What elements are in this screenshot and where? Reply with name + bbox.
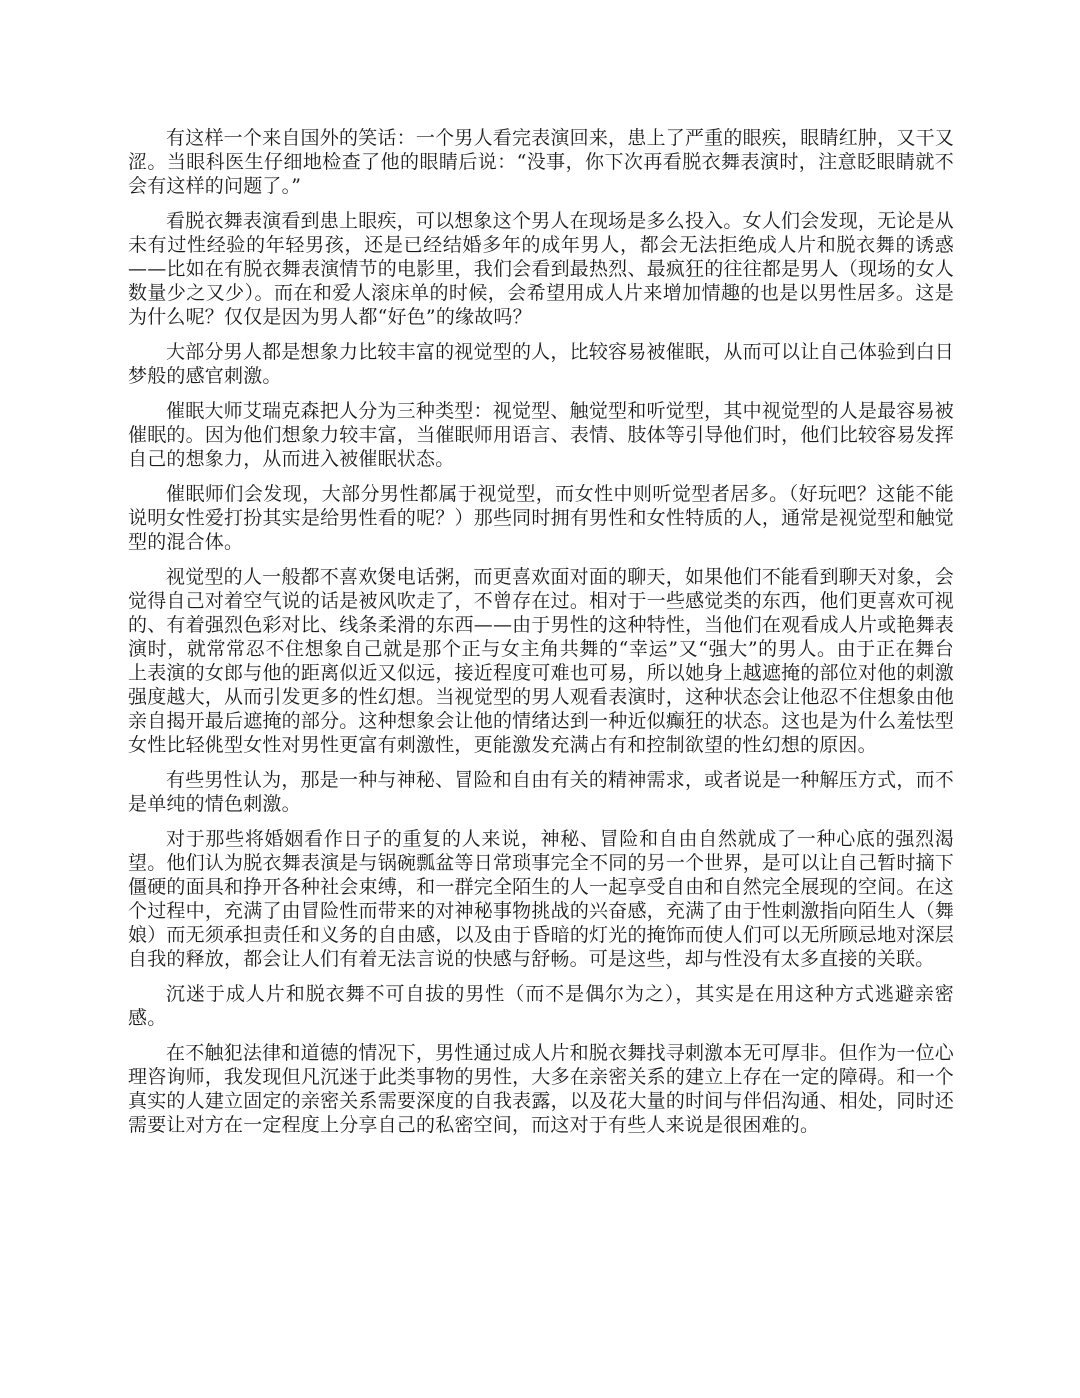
paragraph-7: 有些男性认为，那是一种与神秘、冒险和自由有关的精神需求，或者说是一种解压方式，而不是单纯的情色刺激。	[128, 769, 954, 815]
document-page	[128, 126, 954, 1148]
paragraph-5: 催眠师们会发现，大部分男性都属于视觉型，而女性中则听觉型者居多。（好玩吧？这能不能说明女性爱打扮其实是给男性看的呢？）那些同时拥有男性和女性特质的人，通常是视觉型和触觉型的混合体。	[128, 483, 954, 553]
paragraph-1: 有这样一个来自国外的笑话：一个男人看完表演回来，患上了严重的眼疾，眼睛红肿，又干又涩。当眼科医生仔细地检查了他的眼睛后说：“没事，你下次再看脱衣舞表演时，注意眨眼睛就不会有这样的问题了。”	[128, 127, 954, 197]
paragraph-3: 大部分男人都是想象力比较丰富的视觉型的人，比较容易被催眠，从而可以让自己体验到白日梦般的感官刺激。	[128, 341, 954, 387]
paragraph-9: 沉迷于成人片和脱衣舞不可自拔的男性（而不是偶尔为之），其实是在用这种方式逃避亲密感。	[128, 983, 954, 1029]
paragraph-4: 催眠大师艾瑞克森把人分为三种类型：视觉型、触觉型和听觉型，其中视觉型的人是最容易被催眠的。因为他们想象力较丰富，当催眠师用语言、表情、肢体等引导他们时，他们比较容易发挥自己的想象力，从而进入被催眠状态。	[128, 400, 954, 470]
paragraph-2: 看脱衣舞表演看到患上眼疾，可以想象这个男人在现场是多么投入。女人们会发现，无论是从未有过性经验的年轻男孩，还是已经结婚多年的成年男人，都会无法拒绝成人片和脱衣舞的诱惑——比如在有脱衣舞表演情节的电影里，我们会看到最热烈、最疯狂的往往都是男人（现场的女人数量少之又少）。而在和爱人滚床单的时候，会希望用成人片来增加情趣的也是以男性居多。这是为什么呢？仅仅是因为男人都“好色”的缘故吗？	[128, 210, 954, 328]
paragraph-8: 对于那些将婚姻看作日子的重复的人来说，神秘、冒险和自由自然就成了一种心底的强烈渴望。他们认为脱衣舞表演是与锅碗瓢盆等日常琐事完全不同的另一个世界，是可以让自己暂时摘下僵硬的面具和挣开各种社会束缚，和一群完全陌生的人一起享受自由和自然完全展现的空间。在这个过程中，充满了由冒险性而带来的对神秘事物挑战的兴奋感，充满了由于性刺激指向陌生人（舞娘）而无须承担责任和义务的自由感，以及由于昏暗的灯光的掩饰而使人们可以无所顾忌地对深层自我的释放，都会让人们有着无法言说的快感与舒畅。可是这些，却与性没有太多直接的关联。	[128, 828, 954, 970]
paragraph-10: 在不触犯法律和道德的情况下，男性通过成人片和脱衣舞找寻刺激本无可厚非。但作为一位心理咨询师，我发现但凡沉迷于此类事物的男性，大多在亲密关系的建立上存在一定的障碍。和一个真实的人建立固定的亲密关系需要深度的自我表露，以及花大量的时间与伴侣沟通、相处，同时还需要让对方在一定程度上分享自己的私密空间，而这对于有些人来说是很困难的。	[128, 1042, 954, 1136]
paragraph-6: 视觉型的人一般都不喜欢煲电话粥，而更喜欢面对面的聊天，如果他们不能看到聊天对象，会觉得自己对着空气说的话是被风吹走了，不曾存在过。相对于一些感觉类的东西，他们更喜欢可视的、有着强烈色彩对比、线条柔滑的东西——由于男性的这种特性，当他们在观看成人片或艳舞表演时，就常常忍不住想象自己就是那个正与女主角共舞的“幸运”又“强大”的男人。由于正在舞台上表演的女郎与他的距离似近又似远，接近程度可难也可易，所以她身上越遮掩的部位对他的刺激强度越大，从而引发更多的性幻想。当视觉型的男人观看表演时，这种状态会让他忍不住想象由他亲自揭开最后遮掩的部分。这种想象会让他的情绪达到一种近似癫狂的状态。这也是为什么羞怯型女性比轻佻型女性对男性更富有刺激性，更能激发充满占有和控制欲望的性幻想的原因。	[128, 566, 954, 756]
